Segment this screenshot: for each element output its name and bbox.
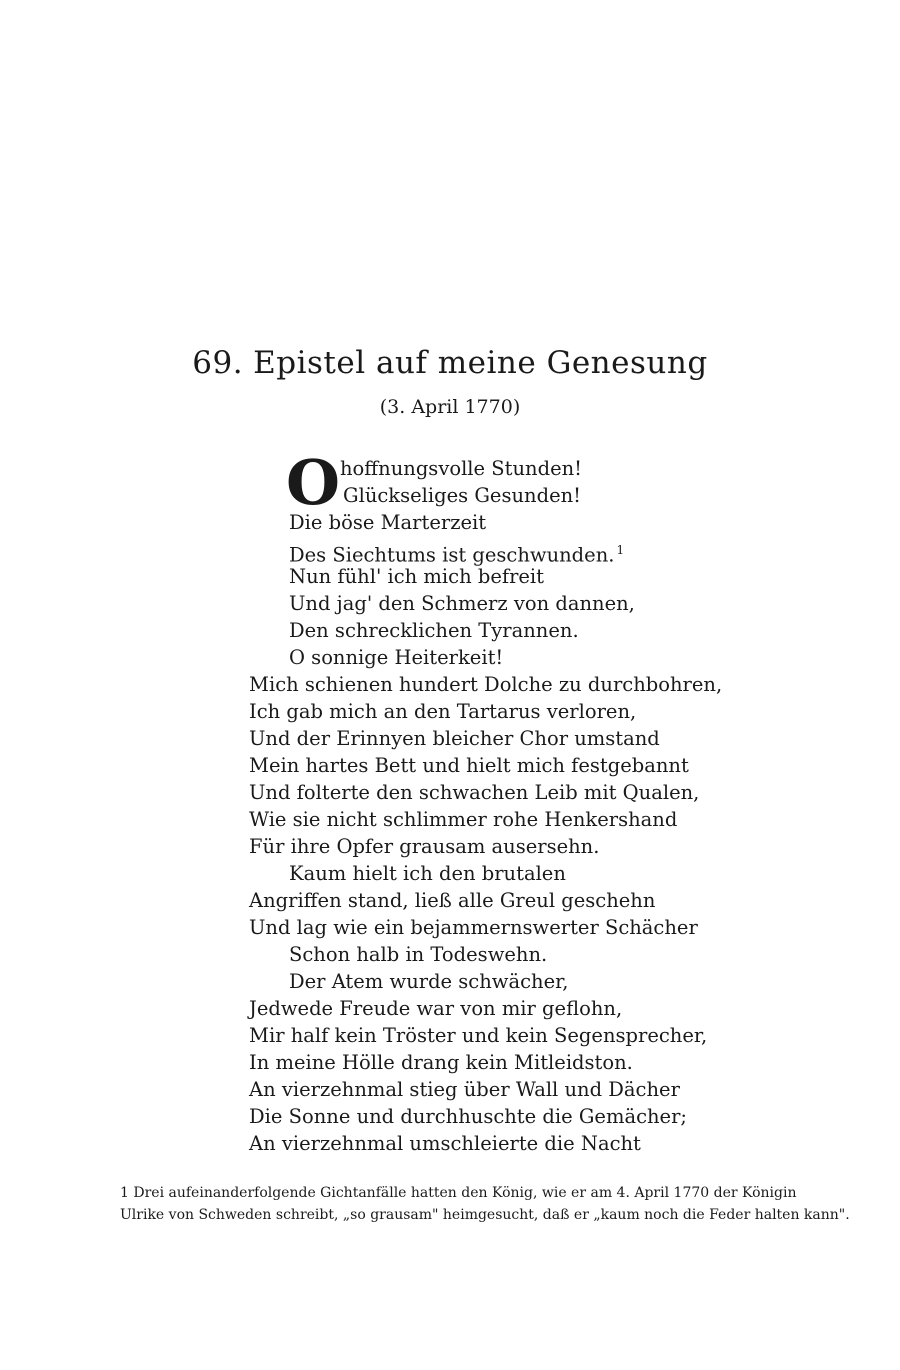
poem-line: Mir half kein Tröster und kein Segensprecher, <box>249 1024 708 1047</box>
footnote-text: Drei aufeinanderfolgende Gichtanfälle hatten den König, wie er am 4. April 1770 der Königin <box>133 1185 797 1201</box>
poem-line: Den schrecklichen Tyrannen. <box>289 619 579 642</box>
poem-line: Die böse Marterzeit <box>289 511 487 534</box>
poem-line: Schon halb in Todeswehn. <box>289 943 548 966</box>
poem-number: 69. <box>192 345 244 381</box>
poem-line: Und folterte den schwachen Leib mit Qualen, <box>249 781 700 804</box>
poem-line: An vierzehnmal umschleierte die Nacht <box>249 1132 641 1155</box>
footnote-reference: 1 <box>616 543 625 557</box>
poem-line: Ich gab mich an den Tartarus verloren, <box>249 700 637 723</box>
poem-line: O sonnige Heiterkeit! <box>289 646 504 669</box>
poem-line: Mein hartes Bett und hielt mich festgebannt <box>249 754 689 777</box>
poem-line: Und lag wie ein bejammernswerter Schächer <box>249 916 698 939</box>
poem-line: Nun fühl' ich mich befreit <box>289 565 545 588</box>
poem-line: Glückseliges Gesunden! <box>343 484 582 507</box>
footnote <box>120 1182 850 1226</box>
poem-line: Und jag' den Schmerz von dannen, <box>289 592 635 615</box>
poem-line: Angriffen stand, ließ alle Greul geschehn <box>249 889 656 912</box>
poem-line: Für ihre Opfer grausam ausersehn. <box>249 835 600 858</box>
poem-line: An vierzehnmal stieg über Wall und Dächer <box>249 1078 680 1101</box>
footnote-line <box>120 1182 800 1204</box>
poem-line: In meine Hölle drang kein Mitleidston. <box>249 1051 633 1074</box>
poem-line: Mich schienen hundert Dolche zu durchbohren, <box>249 673 723 696</box>
poem-line-text: Des Siechtums ist geschwunden. <box>289 543 615 567</box>
poem-date: (3. April 1770) <box>379 396 521 418</box>
poem-line: Und der Erinnyen bleicher Chor umstand <box>249 727 660 750</box>
footnote-marker: 1 <box>120 1185 129 1201</box>
poem-line: Jedwede Freude war von mir geflohn, <box>249 997 623 1020</box>
poem-line: Die Sonne und durchhuschte die Gemächer; <box>249 1105 687 1128</box>
poem-title <box>0 345 900 381</box>
poem-line: Wie sie nicht schlimmer rohe Henkershand <box>249 808 678 831</box>
poem-line: hoffnungsvolle Stunden! <box>340 457 583 480</box>
poem-line: Kaum hielt ich den brutalen <box>289 862 566 885</box>
poem-line: Der Atem wurde schwächer, <box>289 970 569 993</box>
footnote-line: Ulrike von Schweden schreibt, „so grausam" heimgesucht, daß er „kaum noch die Feder halten kann". <box>120 1207 850 1223</box>
poem-title-text: Epistel auf meine Genesung <box>253 345 708 381</box>
drop-cap: O <box>286 446 341 519</box>
